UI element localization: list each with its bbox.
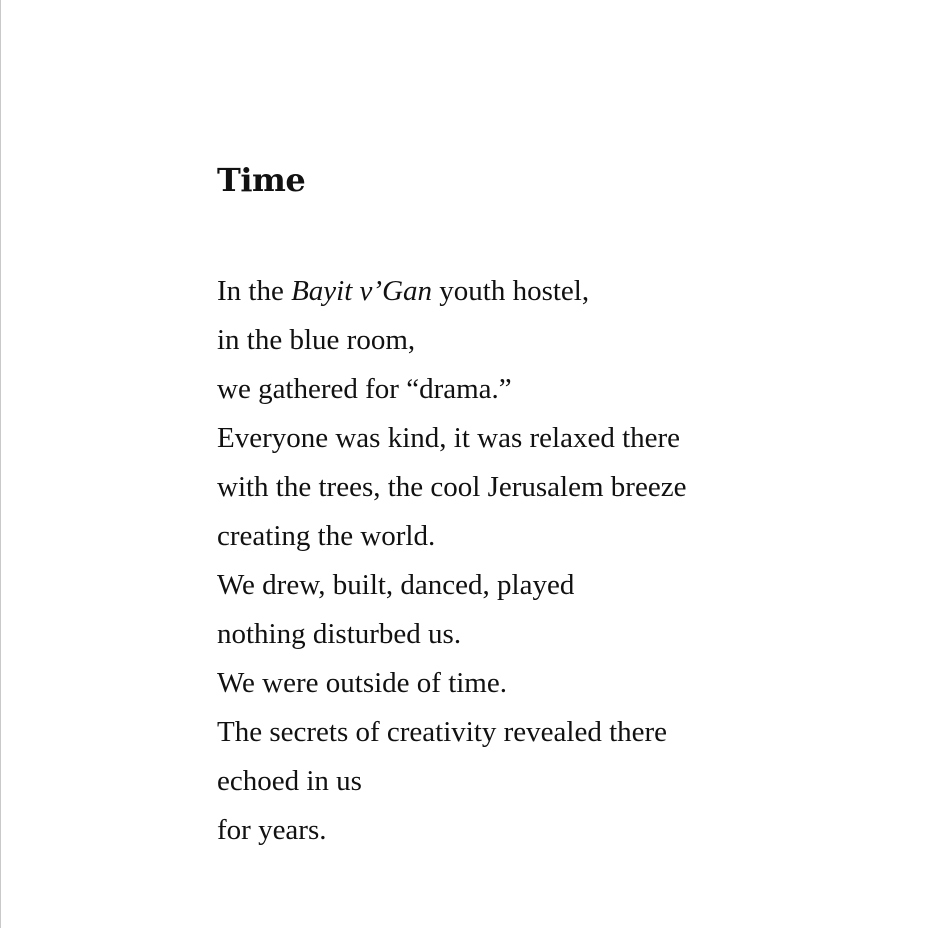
poem-line-9: We were outside of time. [217,667,507,699]
poem-line-1 [217,267,857,316]
poem-line-1-prefix: In the [217,275,292,307]
poem-line-3: we gathered for “drama.” [217,373,512,405]
poem-line-10: The secrets of creativity revealed there [217,716,668,748]
poem-line-2: in the blue room, [217,324,416,356]
page-left-border [0,0,1,928]
poem-line-11: echoed in us [217,765,362,797]
poem-title: Time [217,161,306,199]
poem-line-8: nothing disturbed us. [217,618,462,650]
poem [217,160,857,855]
poem-line-1-suffix: youth hostel, [432,275,590,307]
poem-place-name: Bayit v’Gan [291,275,433,307]
poem-line-7: We drew, built, danced, played [217,569,575,601]
poem-line-6: creating the world. [217,520,436,552]
poem-line-5: with the trees, the cool Jerusalem breeze [217,471,687,503]
poem-line-12: for years. [217,814,327,846]
poem-line-4: Everyone was kind, it was relaxed there [217,422,681,454]
poem-body [217,267,857,855]
